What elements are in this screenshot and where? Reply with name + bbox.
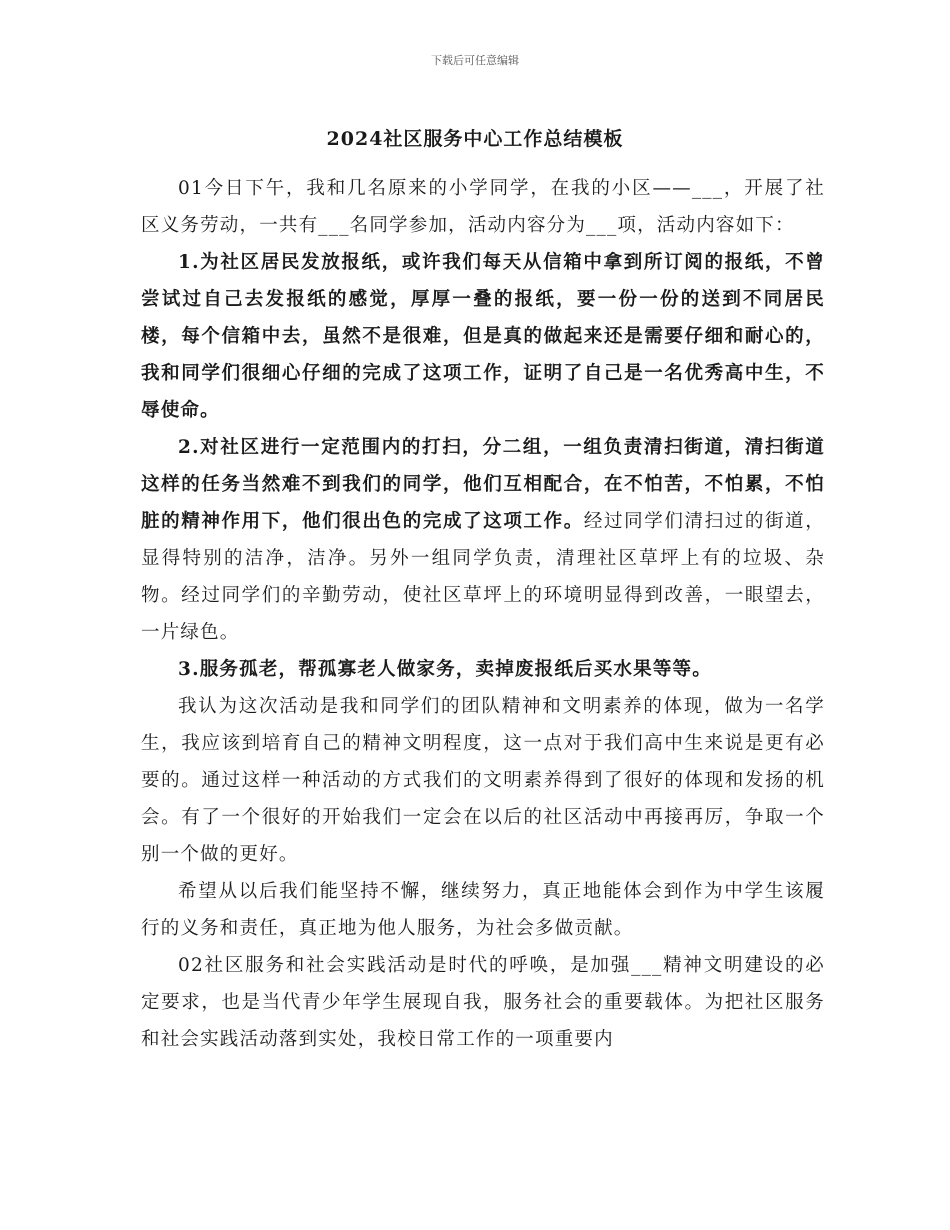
paragraph-section-02: 02社区服务和社会实践活动是时代的呼唤，是加强___精神文明建设的必定要求，也是当代青少年学生展现自我，服务社会的重要载体。为把社区服务和社会实践活动落到实处，我校日常工作的一项重要内 xyxy=(141,955,825,1050)
paragraph-item-1: 1.为社区居民发放报纸，或许我们每天从信箱中拿到所订阅的报纸，不曾尝试过自己去发报纸的感觉，厚厚一叠的报纸，要一份一份的送到不同居民楼，每个信箱中去，虽然不是很难，但是真的做起来还是需要仔细和耐心的，我和同学们很细心仔细的完成了这项工作，证明了自己是一名优秀高中生，不辱使命。 xyxy=(141,252,825,421)
paragraph-hope: 希望从以后我们能坚持不懈，继续努力，真正地能体会到作为中学生该履行的义务和责任，真正地为他人服务，为社会多做贡献。 xyxy=(141,881,825,939)
paragraph-item-2 xyxy=(141,429,825,651)
document-body xyxy=(141,170,825,1058)
page-header-note: 下载后可任意编辑 xyxy=(431,54,519,67)
document-title: 2024社区服务中心工作总结模板 xyxy=(326,128,624,150)
paragraph-item-3: 3.服务孤老，帮孤寡老人做家务，卖掉废报纸后买水果等等。 xyxy=(178,659,712,680)
paragraph-item-2-bold: 2.对社区进行一定范围内的打扫，分二组，一组负责清扫街道，清扫街道这样的任务当然难不到我们的同学，他们互相配合，在不怕苦，不怕累，不怕脏的精神作用下，他们很出色的完成了这项工作。 xyxy=(141,437,825,532)
paragraph-intro: 01今日下午，我和几名原来的小学同学，在我的小区——___，开展了社区义务劳动，一共有___名同学参加，活动内容分为___项，活动内容如下： xyxy=(141,178,825,236)
paragraph-reflection: 我认为这次活动是我和同学们的团队精神和文明素养的体现，做为一名学生，我应该到培育自己的精神文明程度，这一点对于我们高中生来说是更有必要的。通过这样一种活动的方式我们的文明素养得到了很好的体现和发扬的机会。有了一个很好的开始我们一定会在以后的社区活动中再接再厉，争取一个别一个做的更好。 xyxy=(141,696,825,865)
paragraph-item-2-plain: 经过同学们清扫过的街道，显得特别的洁净，洁净。另外一组同学负责，清理社区草坪上有的垃圾、杂物。经过同学们的辛勤劳动，使社区草坪上的环境明显得到改善，一眼望去，一片绿色。 xyxy=(141,511,826,643)
